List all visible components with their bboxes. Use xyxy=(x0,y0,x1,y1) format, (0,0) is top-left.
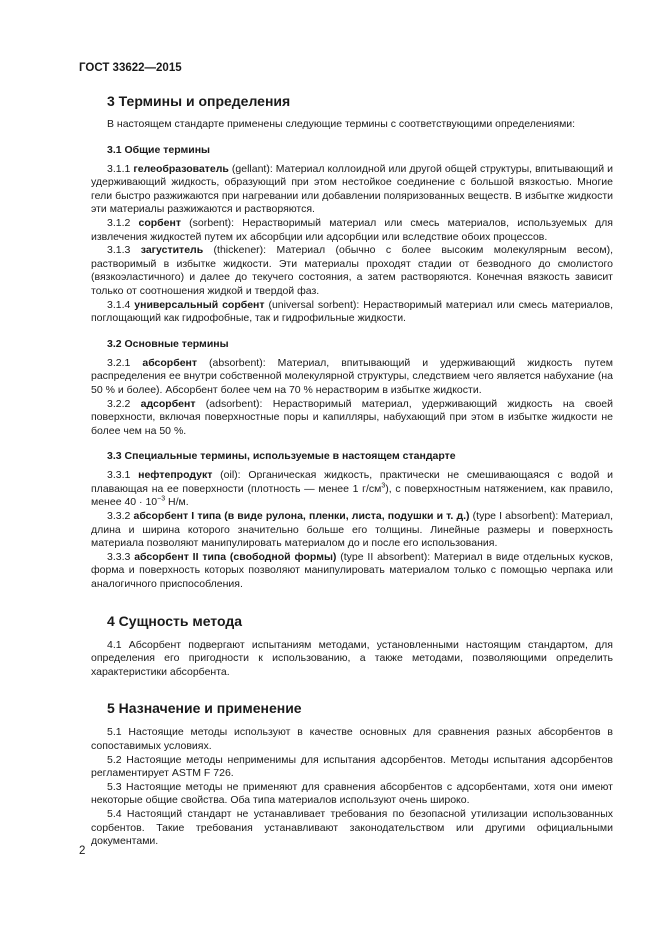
term-name: абсорбент xyxy=(142,356,198,369)
term-definition: (type II absorbent): Материал в виде отдельных кусков, форма и поверхность которых позволяют манипулировать материалом только с помощью черпака или аналогичного приспособления. xyxy=(91,550,613,591)
term-number: 3.2.2 xyxy=(107,397,141,410)
term-number: 3.3.3 xyxy=(107,550,135,563)
term-3-2-2 xyxy=(91,398,613,439)
term-number: 3.3.1 xyxy=(107,469,139,482)
term-number: 3.2.1 xyxy=(107,356,143,369)
section-3-intro: В настоящем стандарте применены следующие термины с соответствующими определениями: xyxy=(107,118,576,130)
term-number: 3.1.3 xyxy=(107,244,141,257)
term-number: 3.3.2 xyxy=(107,510,134,523)
paragraph-4-1: 4.1 Абсорбент подвергают испытаниям методами, установленными настоящим стандартом, для определения его пригодности к использованию, а также методами, позволяющими определить характеристики абсорбента. xyxy=(91,638,613,678)
paragraph-5-1: 5.1 Настоящие методы используют в качестве основных для сравнения разных абсорбентов в сопоставимых условиях. xyxy=(91,726,613,752)
term-definition: (thickener): Материал (обычно с более высоким молекулярным весом), растворимый в избытке жидкости. Эти материалы проходят стадии от безводного до смолистого (вязкоэластичного) и далее до текучего состояния, а затем растворяются. Конечная вязкость зависит только от соотношения жидкой и твердой фаз. xyxy=(91,244,613,297)
term-name: абсорбент I типа (в виде рулона, пленки, листа, подушки и т. д.) xyxy=(133,510,470,523)
term-definition-end: Н/м. xyxy=(165,496,189,509)
term-definition: (adsorbent): Нерастворимый материал, удерживающий жидкость на своей поверхности, включая поверхностные поры и капилляры, набухающий при этом в избытке жидкости не более чем на 50 %. xyxy=(91,397,614,437)
term-3-1-3 xyxy=(91,244,613,298)
term-name: сорбент xyxy=(138,216,181,229)
subsection-3-3-title: 3.3 Специальные термины, используемые в настоящем стандарте xyxy=(107,450,456,463)
term-3-1-1 xyxy=(91,163,613,217)
paragraph-5-4: 5.4 Настоящий стандарт не устанавливает требования по безопасной утилизации использованных сорбентов. Такие требования устанавливают законодательством или другими официальными документами. xyxy=(91,807,613,848)
term-definition: (sorbent): Нерастворимый материал или смесь материалов, используемых для извлечения жидкостей путем их абсорбции или адсорбции или вследствие обоих процессов. xyxy=(91,216,613,243)
term-3-3-2 xyxy=(91,510,613,551)
term-definition: (absorbent): Материал, впитывающий и удерживающий жидкость путем распределения ее внутри собственной молекулярной структуры, следствием чего является набухание (на 50 % и более). Абсорбент более чем на 70 % нерастворим в избытке жидкости. xyxy=(91,356,613,396)
term-name: адсорбент xyxy=(140,397,196,410)
term-name: загуститель xyxy=(140,244,204,257)
document-header: ГОСТ 33622—2015 xyxy=(79,62,182,74)
page-number: 2 xyxy=(79,845,86,857)
term-name: абсорбент II типа (свободной формы) xyxy=(134,550,337,563)
term-3-1-2 xyxy=(91,217,613,244)
section-3-title: 3 Термины и определения xyxy=(107,93,291,109)
section-4-title: 4 Сущность метода xyxy=(107,612,243,629)
term-3-1-4 xyxy=(91,299,613,326)
paragraph-5-3: 5.3 Настоящие методы не применяют для сравнения абсорбентов с адсорбентами, хотя они имеют некоторые общие свойства. Оба типа материалов используют очень широко. xyxy=(91,780,613,807)
term-number: 3.1.4 xyxy=(107,298,135,311)
paragraph-5-2: 5.2 Настоящие методы неприменимы для испытания адсорбентов. Методы испытания адсорбентов регламентирует ASTM F 726. xyxy=(91,753,613,780)
term-name: нефтепродукт xyxy=(138,469,213,482)
superscript: −3 xyxy=(157,495,166,503)
term-definition: (oil): Органическая жидкость, практически не смешивающаяся с водой и плавающая на ее поверхности (плотность — менее 1 г/см xyxy=(91,469,613,495)
superscript: 3 xyxy=(381,482,386,490)
term-number: 3.1.2 xyxy=(107,216,139,229)
term-3-3-3 xyxy=(91,551,613,592)
term-3-3-1 xyxy=(91,469,613,510)
subsection-3-1-title: 3.1 Общие термины xyxy=(107,143,211,156)
term-definition: (gellant): Материал коллоидной или другой общей структуры, впитывающий и удерживающий жидкость, образующий при этом нестойкое соединение с большой вязкостью. Многие гели быстро разжижаются при нагревании или добавлении поляризованных веществ. В избытке жидкости эти материалы разжижаются и растворяются. xyxy=(91,162,613,216)
term-definition-cont: ), с поверхностным натяжением, как правило, менее 40 · 10 xyxy=(91,482,613,509)
term-name: универсальный сорбент xyxy=(134,298,265,311)
term-name: гелеобразователь xyxy=(133,162,229,175)
term-definition: (universal sorbent): Нерастворимый материал или смесь материалов, поглощающий как гидрофобные, так и гидрофильные жидкости. xyxy=(91,298,613,325)
term-number: 3.1.1 xyxy=(107,162,134,175)
section-5-title: 5 Назначение и применение xyxy=(107,700,302,717)
subsection-3-2-title: 3.2 Основные термины xyxy=(107,337,229,350)
term-definition: (type I absorbent): Материал, длина и ширина которого значительно больше его толщины. Линейные размеры и поверхность материала позволяют манипулировать материалом до и после его использования. xyxy=(91,510,613,550)
page-content xyxy=(91,90,613,849)
term-3-2-1 xyxy=(91,357,613,398)
